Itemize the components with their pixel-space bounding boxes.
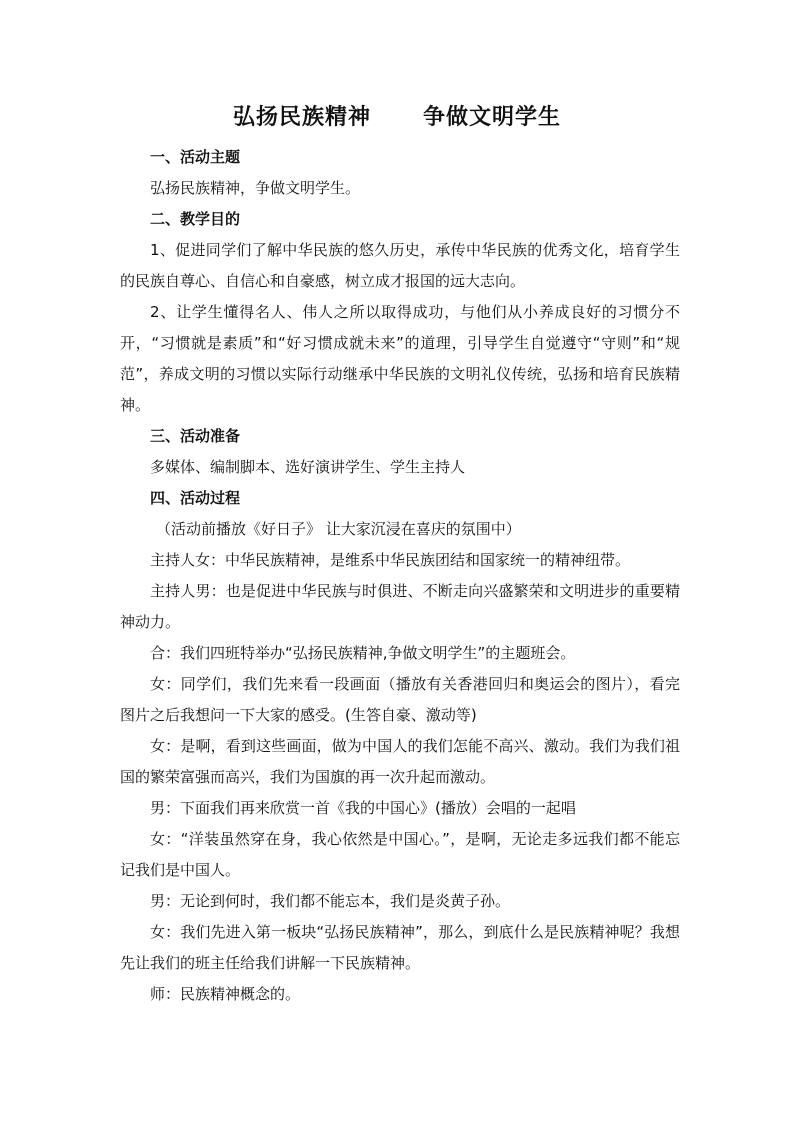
document-title [0, 100, 794, 131]
dialogue-line: 男：下面我们再来欣赏一首《我的中国心》(播放）会唱的一起唱 [150, 799, 576, 817]
dialogue-line: 女：是啊，看到这些画面，做为中国人的我们怎能不高兴、激动。我们为我们祖国的繁荣富强而高兴，我们为国旗的再一次升起而激动。 [120, 737, 680, 786]
dialogue-line: 女：同学们，我们先来看一段画面（播放有关香港回归和奥运会的图片），看完图片之后我想问一下大家的感受。(生答自豪、激动等) [120, 675, 680, 724]
section-heading-theme: 一、活动主题 [150, 148, 241, 166]
purpose-item-2: 2、让学生懂得名人、伟人之所以取得成功，与他们从小养成良好的习惯分不开，“习惯就是素质”和“好习惯成就未来”的道理，引导学生自觉遵守“守则”和“规范”，养成文明的习惯以实际行动继承中华民族的文明礼仪传统，弘扬和培育民族精神。 [120, 303, 680, 414]
dialogue-line: 女：我们先进入第一板块“弘扬民族精神”，那么，到底什么是民族精神呢？我想先让我们的班主任给我们讲解一下民族精神。 [120, 923, 680, 972]
preparation-text: 多媒体、编制脚本、选好演讲学生、学生主持人 [150, 458, 466, 476]
purpose-item-1: 1、促进同学们了解中华民族的悠久历史，承传中华民族的优秀文化，培育学生的民族自尊心、自信心和自豪感，树立成才报国的远大志向。 [120, 241, 680, 290]
section-heading-purpose: 二、教学目的 [150, 210, 241, 228]
dialogue-line: 女：“洋装虽然穿在身，我心依然是中国心。”，是啊，无论走多远我们都不能忘记我们是中国人。 [120, 830, 680, 879]
dialogue-line: 主持人男：也是促进中华民族与时俱进、不断走向兴盛繁荣和文明进步的重要精神动力。 [120, 582, 680, 631]
title-part-1: 弘扬民族精神 [232, 105, 371, 130]
theme-text: 弘扬民族精神，争做文明学生。 [150, 179, 361, 197]
document-body [120, 142, 680, 1010]
dialogue-line: 师：民族精神概念的。 [150, 985, 301, 1003]
dialogue-line: 男：无论到何时，我们都不能忘本，我们是炎黄子孙。 [150, 892, 511, 910]
dialogue-line: 主持人女：中华民族精神，是维系中华民族团结和国家统一的精神纽带。 [150, 551, 631, 569]
title-part-2: 争做文明学生 [423, 105, 562, 130]
dialogue-line: 合：我们四班特举办“弘扬民族精神,争做文明学生”的主题班会。 [150, 644, 576, 662]
section-heading-preparation: 三、活动准备 [150, 427, 241, 445]
section-heading-process: 四、活动过程 [150, 489, 241, 507]
process-note: （活动前播放《好日子》 让大家沉浸在喜庆的氛围中） [156, 520, 521, 538]
